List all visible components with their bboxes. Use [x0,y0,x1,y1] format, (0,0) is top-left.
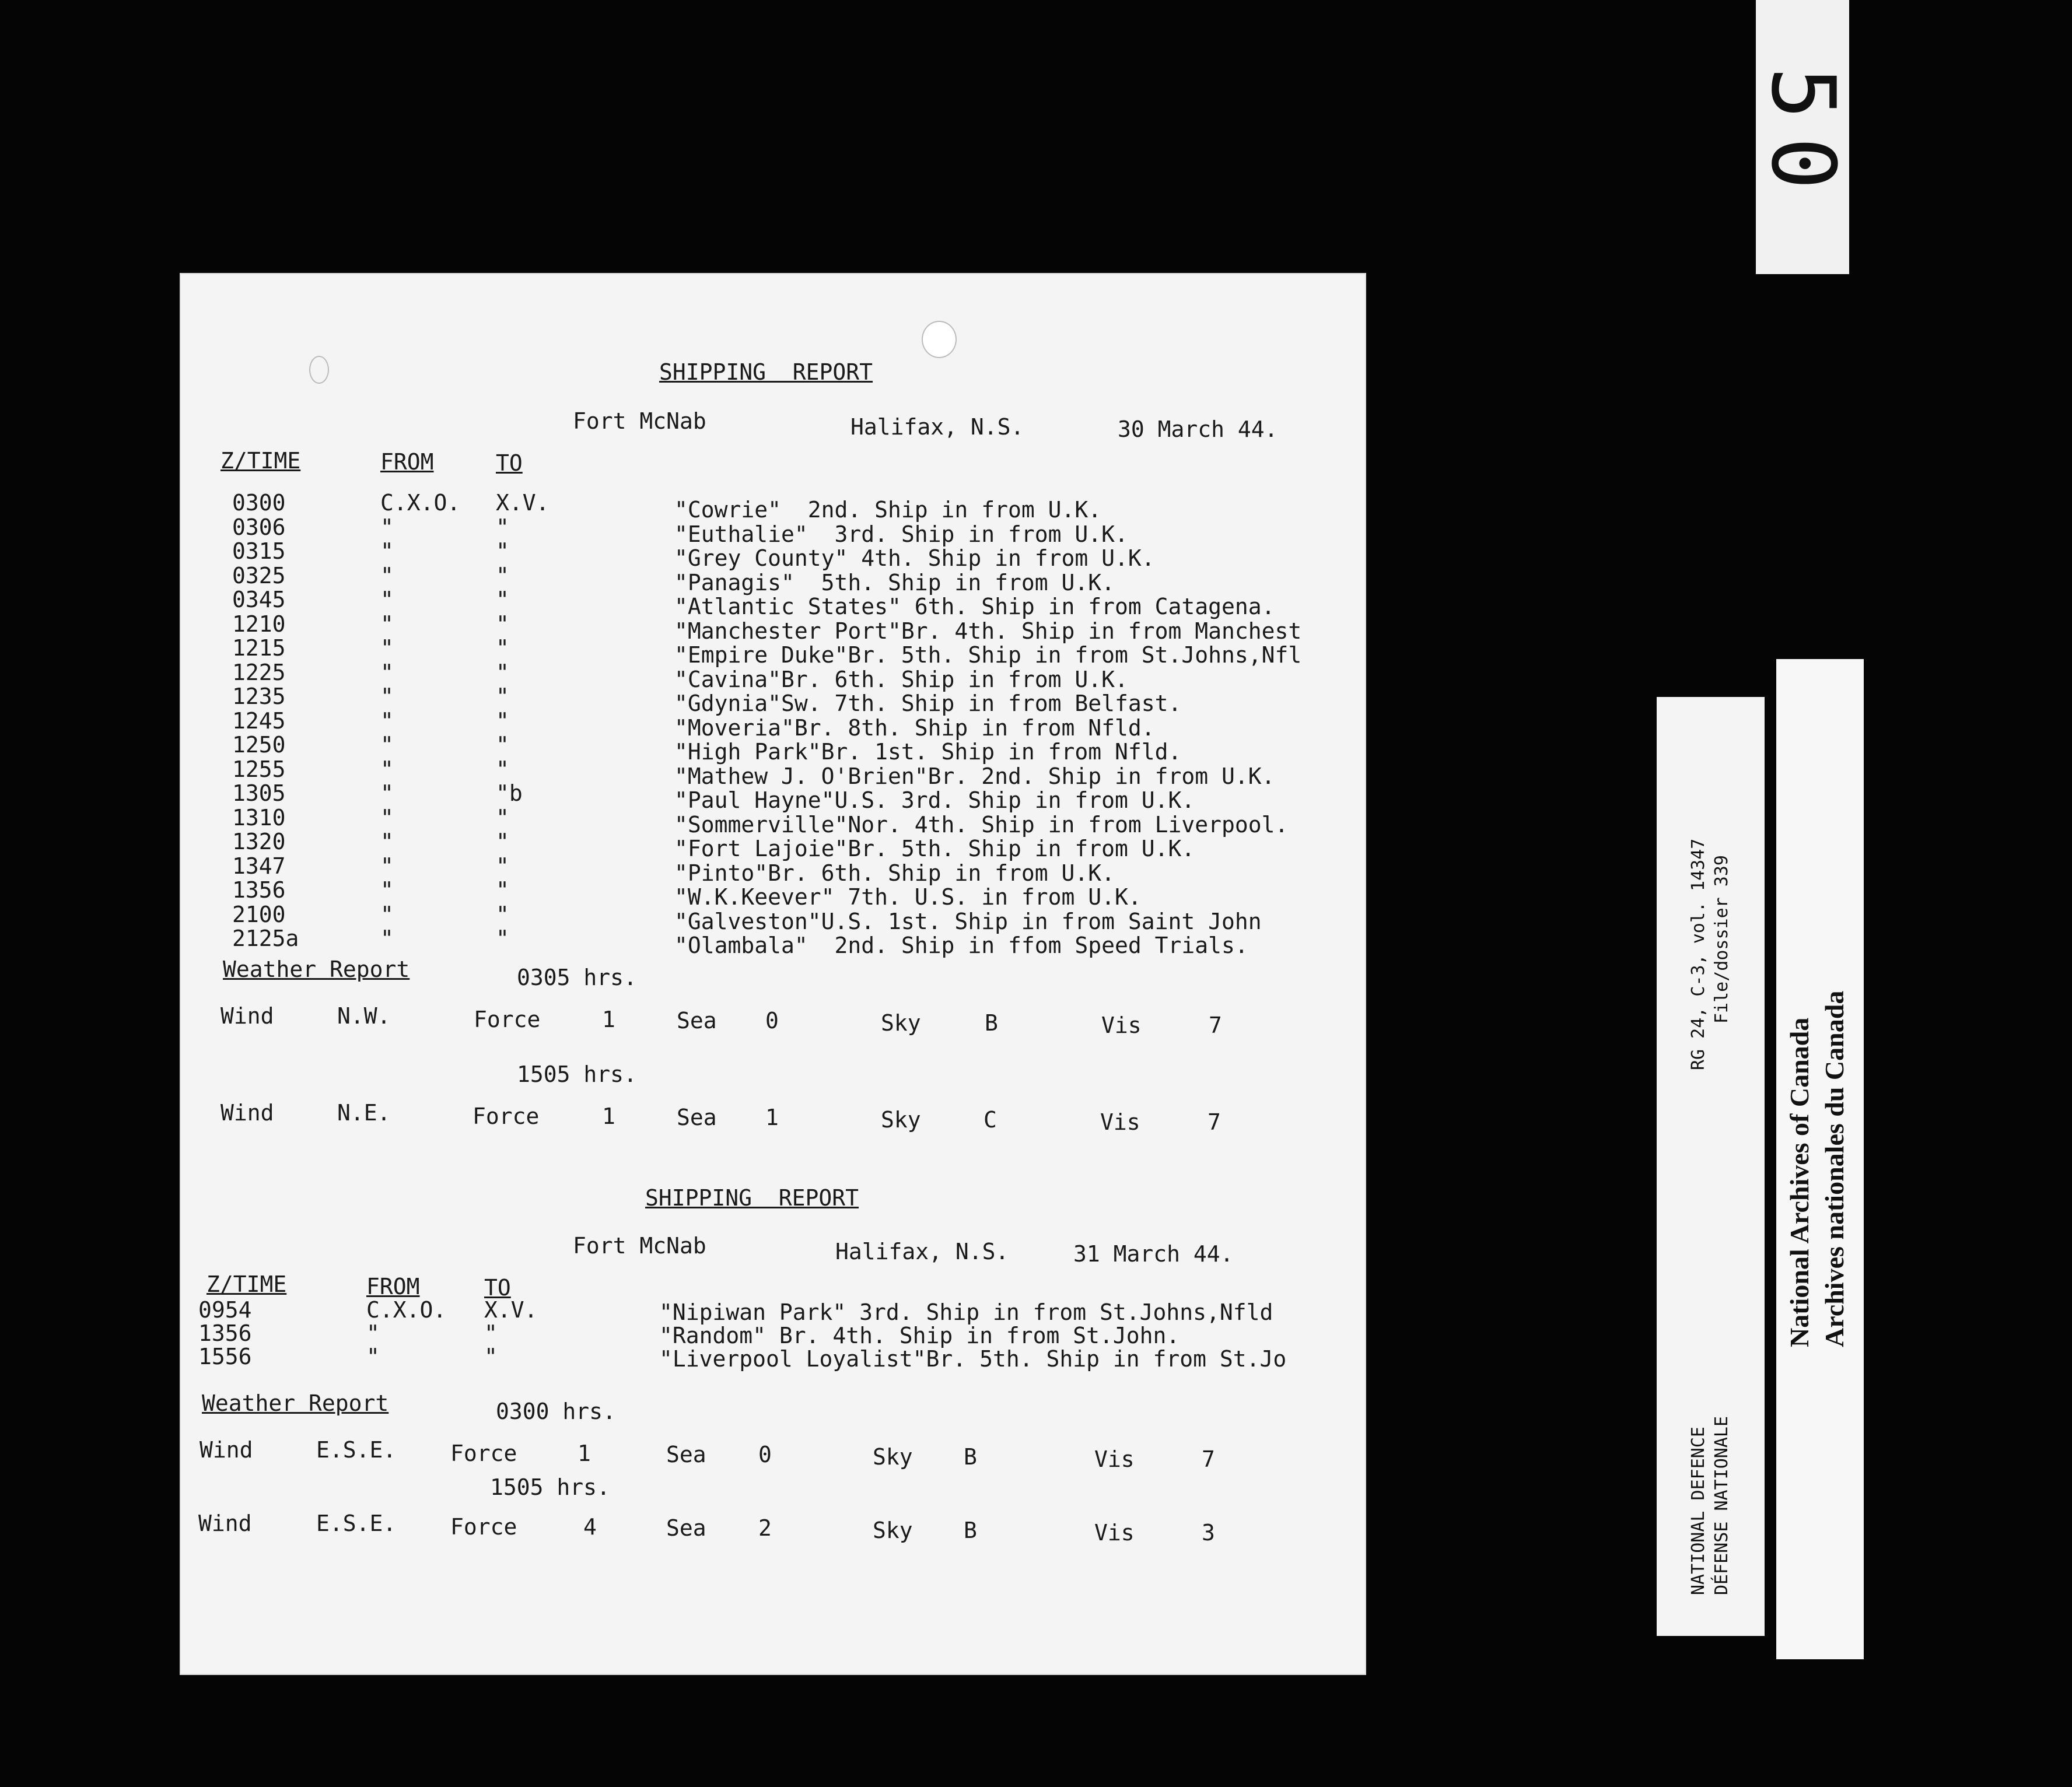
entry-time: 1215 [232,635,286,661]
sea-value: 1 [765,1105,779,1130]
weather-time: 0300 hrs. [496,1399,616,1424]
entry-to: "b [496,780,523,806]
entry-from: " [380,611,394,637]
entry-from: C.X.O. [380,490,461,516]
force-label: Force [450,1441,517,1466]
entry-message: "Nipiwan Park" 3rd. Ship in from St.Johns,Nfld [659,1299,1273,1325]
entry-message: "Gdynia"Sw. 7th. Ship in from Belfast. [674,691,1182,716]
entry-from: " [380,877,394,903]
entry-to: " [484,1344,498,1369]
entry-message: "Fort Lajoie"Br. 5th. Ship in from U.K. [674,836,1195,861]
entry-to: " [496,926,509,951]
entry-time: 1356 [232,877,286,903]
entry-message: "Paul Hayne"U.S. 3rd. Ship in from U.K. [674,787,1195,813]
entry-message: "Panagis" 5th. Ship in from U.K. [674,569,1115,595]
punch-hole [309,356,329,384]
entry-time: 0315 [232,538,286,564]
entry-from: " [380,514,394,540]
entry-to: " [496,635,509,661]
entry-to: " [496,901,509,927]
entry-time: 0300 [232,490,286,516]
force-value: 1 [578,1441,591,1466]
sea-label: Sea [677,1008,717,1033]
entry-time: 2100 [232,901,286,927]
entry-message: "Cavina"Br. 6th. Ship in from U.K. [674,666,1128,692]
sky-value: B [964,1518,977,1543]
entry-to: " [496,611,509,637]
weather-time: 1505 hrs. [490,1474,610,1500]
entry-time: 1347 [232,853,286,879]
entry-from: " [380,756,394,782]
vis-label: Vis [1094,1520,1135,1546]
entry-from: " [380,829,394,854]
entry-time: 0345 [232,587,286,612]
report-place: Halifax, N.S. [850,414,1024,440]
entry-from: " [380,926,394,951]
entry-to: X.V. [484,1297,538,1323]
entry-to: " [496,684,509,709]
sea-value: 0 [765,1008,779,1033]
entry-to: " [496,659,509,685]
entry-from: " [366,1320,380,1346]
sea-value: 2 [758,1515,772,1541]
vis-label: Vis [1094,1446,1135,1472]
entry-from: " [380,732,394,758]
sky-label: Sky [881,1107,921,1133]
entry-message: "Grey County" 4th. Ship in from U.K. [674,545,1155,571]
report-place: Halifax, N.S. [835,1239,1009,1264]
sky-label: Sky [873,1518,913,1543]
entry-time: 1305 [232,780,286,806]
sky-value: C [984,1107,997,1133]
force-value: 4 [583,1514,597,1540]
vis-value: 7 [1208,1109,1221,1135]
entry-time: 1210 [232,611,286,637]
department-line-2: DÉFENSE NATIONALE [1712,1415,1732,1595]
frame-number: 50 [1752,66,1853,208]
sea-label: Sea [666,1515,706,1541]
department-line-1: NATIONAL DEFENCE [1688,1427,1709,1595]
entry-message: "Liverpool Loyalist"Br. 5th. Ship in from St.Jo [659,1346,1287,1372]
column-header-time: Z/TIME [220,448,301,474]
entry-time: 1556 [198,1344,252,1369]
entry-message: "High Park"Br. 1st. Ship in from Nfld. [674,739,1182,765]
entry-message: "W.K.Keever" 7th. U.S. in from U.K. [674,884,1142,910]
entry-from: " [380,587,394,612]
entry-message: "Atlantic States" 6th. Ship in from Catagena. [674,594,1275,619]
weather-heading: Weather Report [202,1390,389,1416]
sky-label: Sky [881,1010,921,1036]
archive-name-en: National Archives of Canada [1784,1017,1814,1347]
frame-number-tab [1752,0,1853,274]
archive-name-fr: Archives nationales du Canada [1819,990,1849,1347]
entry-to: " [496,756,509,782]
report-date: 30 March 44. [1118,416,1278,442]
column-header-from: FROM [380,449,434,475]
force-label: Force [450,1514,517,1540]
sea-label: Sea [666,1442,706,1467]
entry-time: 1356 [198,1320,252,1346]
vis-value: 7 [1202,1446,1215,1472]
entry-message: "Sommerville"Nor. 4th. Ship in from Liverpool. [674,811,1289,838]
weather-time: 1505 hrs. [517,1061,637,1087]
force-label: Force [473,1103,540,1129]
wind-value: E.S.E. [316,1511,397,1536]
reference-line-2: File/dossier 339 [1712,855,1732,1024]
entry-message: "Moveria"Br. 8th. Ship in from Nfld. [674,714,1155,741]
entry-to: " [496,853,509,879]
entry-message: "Olambala" 2nd. Ship in ffom Speed Trials. [674,933,1248,958]
column-header-to: TO [496,450,523,476]
column-header-to: TO [484,1275,511,1301]
entry-from: " [380,635,394,661]
entry-time: 1320 [232,829,286,854]
entry-to: X.V. [496,490,550,516]
entry-to: " [496,829,509,854]
punch-hole [922,321,957,358]
column-header-from: FROM [366,1274,420,1299]
entry-from: " [380,780,394,806]
wind-label: Wind [220,1003,274,1029]
entry-from: " [366,1344,380,1369]
wind-value: N.W. [337,1003,391,1029]
sky-label: Sky [873,1444,913,1470]
entry-to: " [496,514,509,540]
entry-time: 1245 [232,707,286,734]
wind-label: Wind [220,1100,274,1126]
entry-from: " [380,684,394,709]
archive-reference-label [1657,697,1765,1636]
entry-time: 0954 [198,1297,252,1323]
entry-message: "Galveston"U.S. 1st. Ship in from Saint John [674,908,1262,934]
entry-to: " [496,587,509,612]
sea-label: Sea [677,1105,717,1130]
entry-message: "Empire Duke"Br. 5th. Ship in from St.Johns,Nfl [674,642,1302,668]
weather-heading: Weather Report [223,956,410,982]
entry-time: 2125a [232,926,299,951]
column-header-time: Z/TIME [206,1271,287,1297]
entry-message: "Cowrie" 2nd. Ship in from U.K. [674,497,1102,523]
entry-time: 1235 [232,684,286,709]
vis-label: Vis [1101,1012,1142,1038]
entry-message: "Pinto"Br. 6th. Ship in from U.K. [674,860,1115,886]
entry-from: " [380,538,394,564]
archive-name-label [1776,659,1864,1659]
wind-value: E.S.E. [316,1437,397,1463]
report-location: Fort McNab [573,1233,706,1259]
entry-time: 1225 [232,659,286,685]
force-label: Force [474,1007,541,1032]
entry-to: " [496,877,509,903]
document-page [181,274,1365,1674]
vis-label: Vis [1100,1109,1140,1135]
entry-from: " [380,707,394,734]
wind-label: Wind [198,1511,252,1536]
entry-to: " [496,538,509,564]
reference-line-1: RG 24, C-3, vol. 14347 [1688,838,1709,1070]
force-value: 1 [602,1007,615,1032]
sky-value: B [985,1010,998,1036]
report-title: SHIPPING REPORT [659,359,873,385]
entry-to: " [496,707,509,734]
entry-time: 1255 [232,756,286,782]
entry-to: " [496,562,509,588]
entry-message: "Random" Br. 4th. Ship in from St.John. [659,1323,1180,1348]
wind-label: Wind [200,1437,253,1463]
report-date: 31 March 44. [1073,1241,1234,1267]
wind-value: N.E. [337,1100,391,1126]
entry-time: 1310 [232,804,286,831]
entry-to: " [496,732,509,758]
entry-from: C.X.O. [366,1297,447,1323]
entry-message: "Euthalie" 3rd. Ship in from U.K. [674,521,1128,547]
entry-from: " [380,562,394,588]
sea-value: 0 [758,1442,772,1467]
entry-message: "Manchester Port"Br. 4th. Ship in from Manchest [674,618,1302,644]
entry-message: "Mathew J. O'Brien"Br. 2nd. Ship in from U.K. [674,763,1275,789]
vis-value: 7 [1209,1012,1222,1038]
vis-value: 3 [1202,1520,1215,1546]
entry-time: 0306 [232,514,286,540]
entry-from: " [380,853,394,879]
force-value: 1 [602,1103,615,1129]
entry-time: 0325 [232,562,286,588]
report-location: Fort McNab [573,408,706,434]
weather-time: 0305 hrs. [517,965,637,990]
entry-time: 1250 [232,732,286,758]
entry-from: " [380,804,394,831]
sky-value: B [964,1444,977,1470]
entry-to: " [496,804,509,831]
entry-to: " [484,1320,498,1346]
report-title: SHIPPING REPORT [645,1185,859,1211]
entry-from: " [380,901,394,927]
entry-from: " [380,659,394,685]
